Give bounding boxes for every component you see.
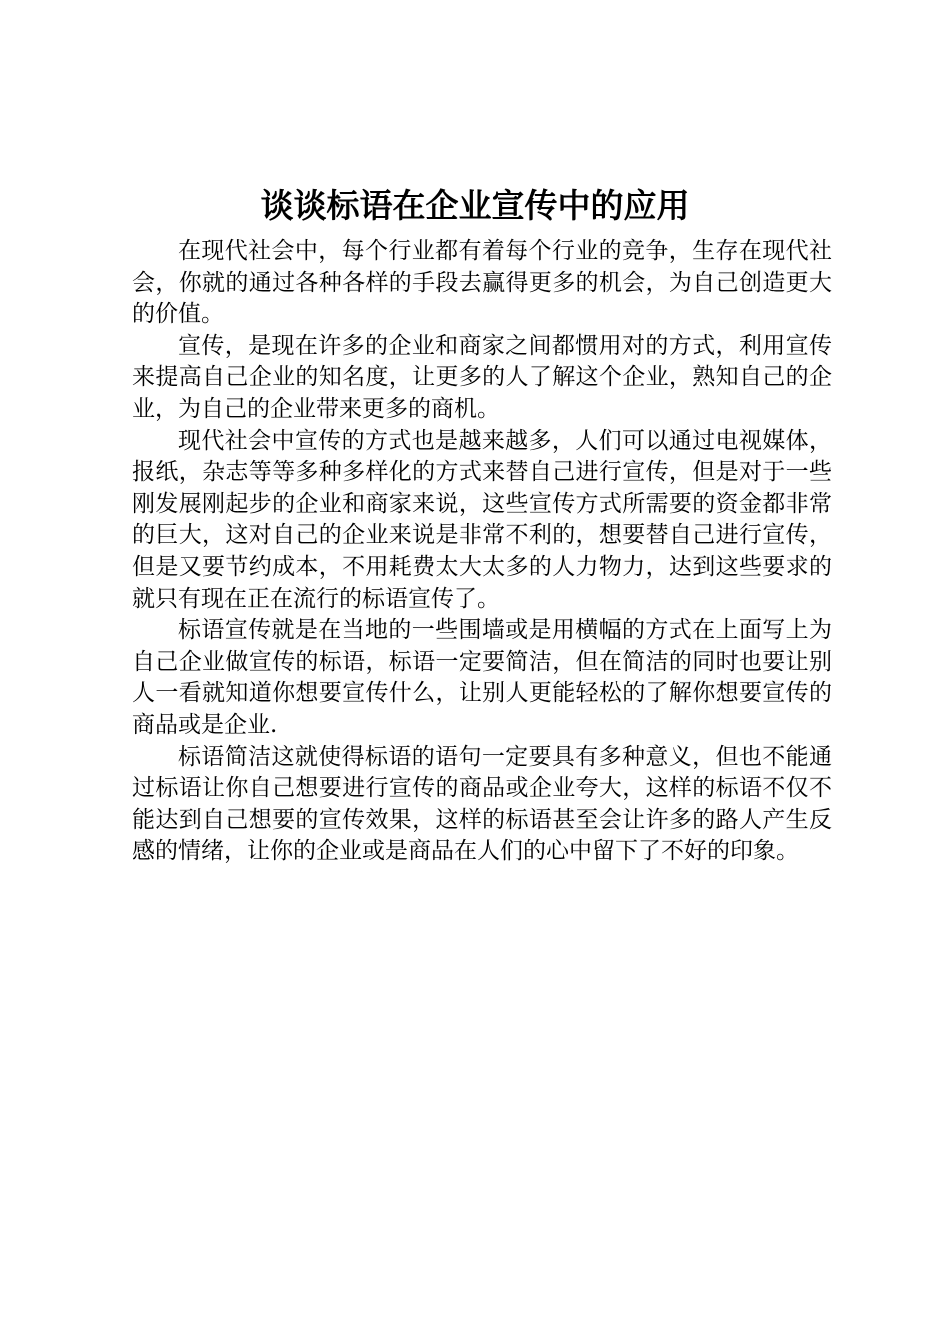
paragraph-3: 现代社会中宣传的方式也是越来越多，人们可以通过电视媒体，报纸，杂志等等多种多样化的方式来替自己进行宣传，但是对于一些刚发展刚起步的企业和商家来说，这些宣传方式所需要的资金都非常的巨大，这对自己的企业来说是非常不利的，想要替自己进行宣传，但是又要节约成本，不用耗费太大太多的人力物力，达到这些要求的就只有现在正在流行的标语宣传了。 bbox=[132, 427, 832, 612]
paragraph-5: 标语简洁这就使得标语的语句一定要具有多种意义，但也不能通过标语让你自己想要进行宣传的商品或企业夸大，这样的标语不仅不能达到自己想要的宣传效果，这样的标语甚至会让许多的路人产生反感的情绪，让你的企业或是商品在人们的心中留下了不好的印象。 bbox=[132, 743, 832, 865]
paragraph-4: 标语宣传就是在当地的一些围墙或是用横幅的方式在上面写上为自己企业做宣传的标语，标语一定要简洁，但在简洁的同时也要让别人一看就知道你想要宣传什么，让别人更能轻松的了解你想要宣传的商品或是企业. bbox=[132, 617, 832, 738]
paragraph-2: 宣传，是现在许多的企业和商家之间都惯用对的方式，利用宣传来提高自己企业的知名度，让更多的人了解这个企业，熟知自己的企业，为自己的企业带来更多的商机。 bbox=[132, 332, 832, 422]
document-title: 谈谈标语在企业宣传中的应用 bbox=[260, 186, 690, 225]
paragraph-1: 在现代社会中，每个行业都有着每个行业的竞争，生存在现代社会，你就的通过各种各样的手段去赢得更多的机会，为自己创造更大的价值。 bbox=[132, 238, 832, 328]
document-body bbox=[132, 236, 832, 868]
